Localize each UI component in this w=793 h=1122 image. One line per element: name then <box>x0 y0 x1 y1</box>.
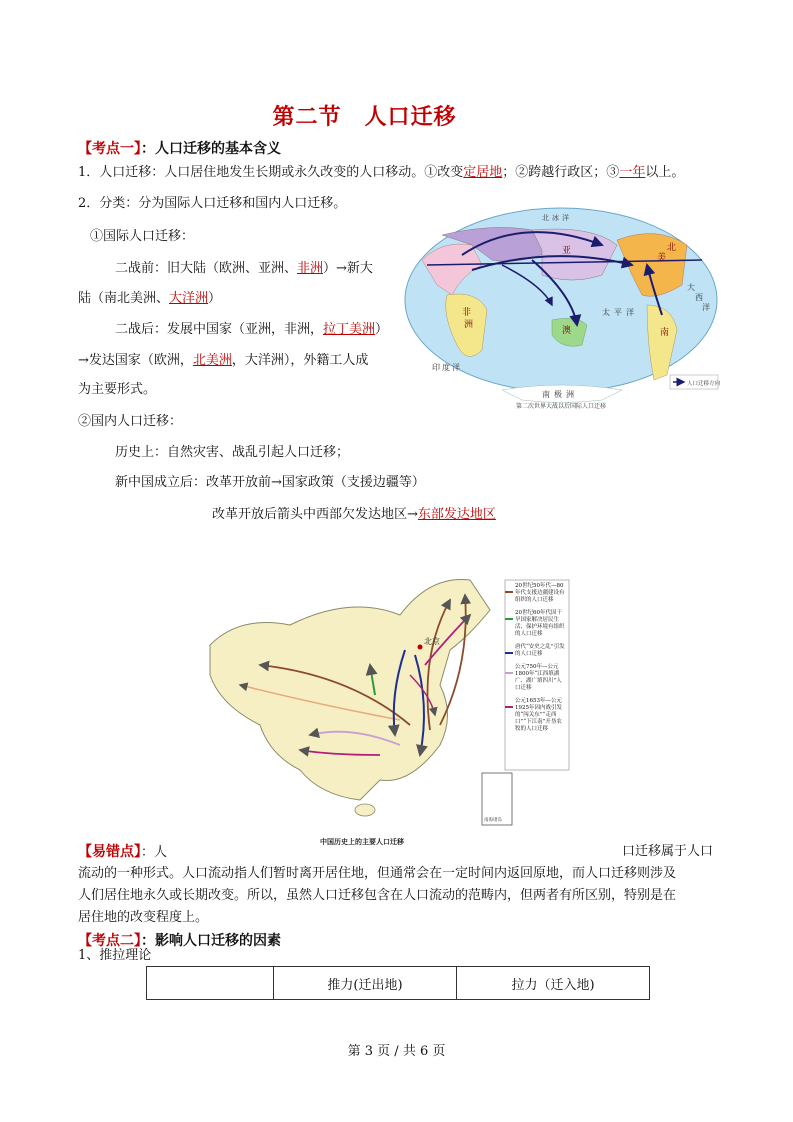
legend-entry <box>505 644 569 658</box>
error-point-line-1-end: 口迁移属于人口 <box>622 844 714 859</box>
reform-line: 改革开放后箭头中西部欠发达地区→东部发达地区 <box>212 507 496 522</box>
postwar-line-3: 为主要形式。 <box>78 382 157 397</box>
map-label: 非 <box>462 308 472 318</box>
table-row <box>147 967 650 1000</box>
key-term-africa: 非洲 <box>297 261 324 276</box>
map-label: 南 <box>542 390 550 399</box>
map-label: 南 <box>660 328 670 338</box>
history-line: 历史上：自然灾害、战乱引起人口迁移； <box>115 445 350 460</box>
error-point-label: 【易错点】 <box>78 844 141 860</box>
page-footer: 第 3 页 / 共 6 页 <box>347 1044 446 1059</box>
prewar-line: 二战前：旧大陆（欧洲、亚洲、非洲）→新大 <box>115 261 373 276</box>
legend-text: 公元750年—公元1800年“江西填湖广、湖广填四川”人口迁移 <box>515 664 562 691</box>
key-term-settlement: 定居地 <box>463 165 503 180</box>
map-label: 极 <box>554 390 562 399</box>
key-term-north-america: 北美洲 <box>192 353 232 368</box>
section-heading-1 <box>78 138 281 158</box>
legend-text: 唐代“安史之乱”引发的人口迁移 <box>515 644 565 657</box>
world-migration-map <box>402 205 720 415</box>
map-label: 美 <box>657 253 667 263</box>
push-pull-heading: 1、推拉理论 <box>78 948 152 963</box>
error-point-line-3: 人们居住地永久或长期改变。所以，虽然人口迁移包含在人口流动的范畴内，但两者有所区别，特别是在 <box>78 888 677 903</box>
table-header-cell: 推力(迁出地) <box>274 967 457 1000</box>
section-title-2: ：影响人口迁移的因素 <box>141 933 281 949</box>
map-label: 度 <box>442 363 450 372</box>
map-label: 冰 <box>552 214 559 222</box>
table-header-cell <box>147 967 274 1000</box>
map-label: 亚 <box>562 246 572 256</box>
china-migration-map <box>200 555 570 855</box>
beijing-label: 北京 <box>424 637 440 646</box>
world-map-caption: 第二次世界大战以后国际人口迁移 <box>515 403 606 410</box>
map-label: 澳 <box>562 326 572 336</box>
legend-entry <box>505 610 569 638</box>
map-label: 洋 <box>452 363 460 372</box>
map-label: 大 <box>687 283 695 292</box>
map-label: 平 <box>614 308 622 317</box>
legend-arrow-icon <box>505 591 513 593</box>
legend-text: 20世纪50年代—80年代支援边疆建设有组织的人口迁移 <box>515 583 565 603</box>
china-map-caption: 中国历史上的主要人口迁移 <box>320 837 404 846</box>
legend-arrow-icon <box>505 706 513 708</box>
legend-arrow-icon <box>505 618 513 620</box>
page-title: 第二节 人口迁移 <box>272 104 457 130</box>
section-label-2: 【考点二】 <box>78 933 141 949</box>
key-term-eastern-region: 东部发达地区 <box>417 507 496 522</box>
key-term-oceania: 大洋洲 <box>169 291 209 306</box>
world-map-legend: 人口迁移方向 <box>687 381 720 387</box>
china-map-legend <box>505 583 569 733</box>
legend-arrow-icon <box>505 672 513 674</box>
table-header-cell: 拉力（迁入地) <box>457 967 650 1000</box>
error-point-line-2: 流动的一种形式。人口流动指人们暂时离开居住地，但通常会在一定时间内返回原地，而人口迁移则涉及 <box>78 866 677 881</box>
intl-migration-heading: ①国际人口迁移： <box>90 229 195 244</box>
map-label: 太 <box>602 308 610 317</box>
inset-label: 南海诸岛 <box>484 818 502 823</box>
legend-text: 公元1653年—公元1925年因内战引发的“闯关东”“走西口”“下江南”开垦农牧的人口迁移 <box>515 698 562 732</box>
key-term-latin-america: 拉丁美洲 <box>323 322 376 337</box>
postwar-line-2: →发达国家（欧洲，北美洲，大洋洲），外籍工人成 <box>78 353 369 368</box>
key-term-one-year: 一年 <box>619 165 646 180</box>
map-label: 洲 <box>566 390 574 399</box>
map-label: 北 <box>667 243 677 253</box>
map-label: 北 <box>542 214 549 222</box>
world-map-figure <box>402 205 720 415</box>
postwar-line: 二战后：发展中国家（亚洲，非洲，拉丁美洲） <box>115 322 389 337</box>
legend-entry <box>505 664 569 692</box>
legend-text: 20世纪60年代因干旱国家解决居民生活、保护环境有组织的人口迁移 <box>515 610 565 637</box>
prewar-line-2: 陆（南北美洲、大洋洲） <box>78 291 222 306</box>
legend-entry <box>505 698 569 733</box>
map-label: 洲 <box>464 320 474 330</box>
legend-entry <box>505 583 569 604</box>
map-label: 印 <box>432 363 440 372</box>
section-label-1: 【考点一】 <box>78 141 141 157</box>
domestic-migration-heading: ②国内人口迁移： <box>78 414 183 429</box>
map-label: 洋 <box>562 214 569 222</box>
map-label: 洋 <box>626 308 634 317</box>
legend-arrow-icon <box>505 652 513 654</box>
push-pull-table <box>146 966 650 1000</box>
map-label: 洋 <box>702 303 710 312</box>
new-china-line: 新中国成立后：改革开放前→国家政策（支援边疆等） <box>115 475 425 490</box>
map-label: 西 <box>695 293 703 302</box>
error-point-line-1: 【易错点】：人 <box>78 844 168 860</box>
definition-line: 1．人口迁移：人口居住地发生长期或永久改变的人口移动。①改变定居地；②跨越行政区；③一年以上。 <box>78 165 685 180</box>
section-title-1: ：人口迁移的基本含义 <box>141 141 281 157</box>
classification-line: 2．分类：分为国际人口迁移和国内人口迁移。 <box>78 196 347 211</box>
error-point-line-4: 居住地的改变程度上。 <box>78 910 209 925</box>
